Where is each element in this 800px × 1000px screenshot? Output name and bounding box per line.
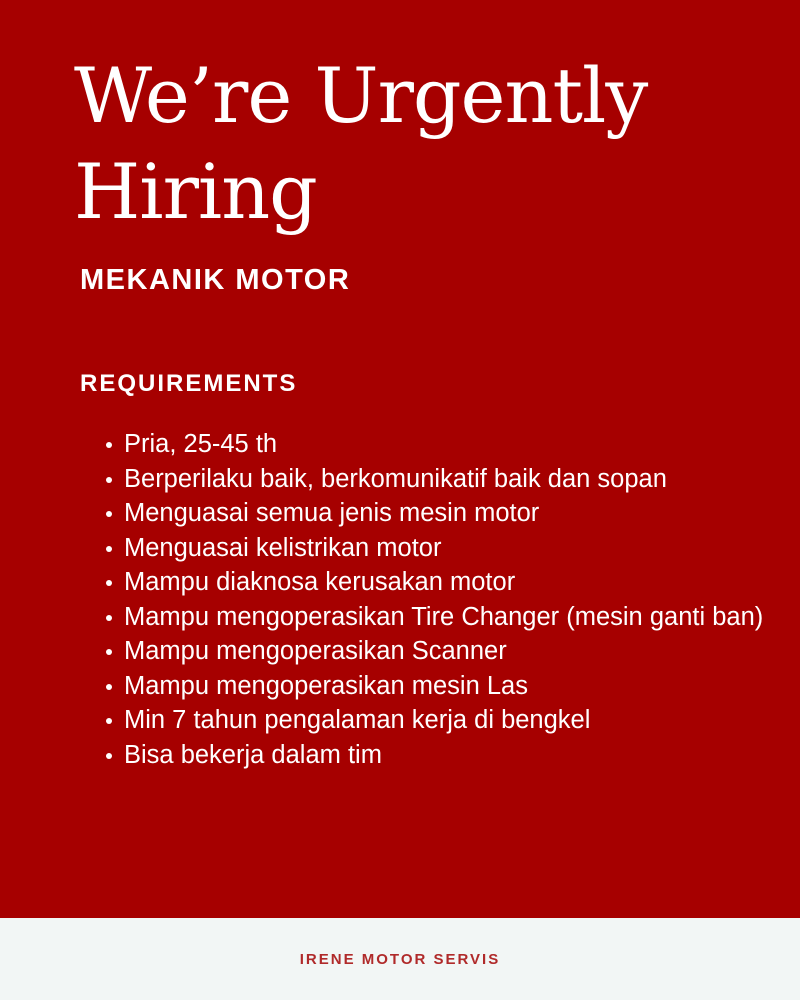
requirement-item: Berperilaku baik, berkomunikatif baik dan sopan	[124, 462, 764, 497]
requirement-item: Bisa bekerja dalam tim	[124, 738, 764, 773]
headline-line-2: Hiring	[74, 147, 317, 236]
requirement-item: Menguasai kelistrikan motor	[124, 531, 764, 566]
headline	[74, 48, 774, 240]
requirement-item: Mampu mengoperasikan Tire Changer (mesin ganti ban)	[124, 600, 764, 635]
requirement-item: Mampu mengoperasikan Scanner	[124, 634, 764, 669]
requirements-heading: REQUIREMENTS	[80, 370, 298, 397]
requirement-item: Menguasai semua jenis mesin motor	[124, 496, 764, 531]
company-name: IRENE MOTOR SERVIS	[299, 951, 501, 968]
requirement-item: Mampu mengoperasikan mesin Las	[124, 669, 764, 704]
headline-line-1: We’re Urgently	[74, 51, 648, 140]
requirement-item: Mampu diaknosa kerusakan motor	[124, 565, 764, 600]
requirement-item: Min 7 tahun pengalaman kerja di bengkel	[124, 703, 764, 738]
job-title: MEKANIK MOTOR	[80, 264, 351, 296]
requirement-item: Pria, 25-45 th	[124, 427, 764, 462]
requirements-list	[104, 427, 764, 772]
